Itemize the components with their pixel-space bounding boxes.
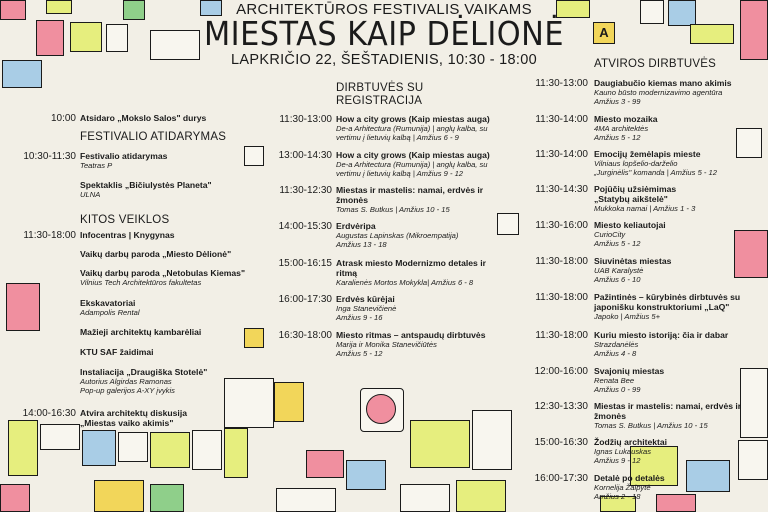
event-organizer: Vilnius Tech Architektūros fakultetas [80, 278, 202, 287]
event-title: Daugiabučio kiemas mano akimis [594, 78, 732, 88]
event-organizer: Amžius 5 - 12 [336, 349, 383, 358]
puzzle-piece [150, 432, 190, 468]
event-organizer: Teatras P [80, 161, 113, 170]
section-heading: KITOS VEIKLOS [80, 214, 170, 226]
puzzle-piece [94, 480, 144, 512]
puzzle-piece [82, 430, 116, 466]
event-organizer: Vilniaus lopšelio-darželio [594, 159, 678, 168]
event-organizer: Karalienės Mortos Mokykla| Amžius 6 - 8 [336, 278, 474, 287]
time-label: 10:30-11:30 [23, 151, 76, 162]
puzzle-piece [306, 450, 344, 478]
event-organizer: ULNA [80, 190, 101, 199]
event-organizer: Amžius 5 - 12 [594, 239, 641, 248]
event-title: Pojūčių užsiėmimas [594, 184, 677, 194]
time-label: 11:30-18:00 [535, 256, 588, 267]
event-title: Miesto keliautojai [594, 220, 666, 230]
event-title: Kuriu miesto istoriją: čia ir dabar [594, 330, 729, 340]
event-title: Atsidaro „Mokslo Salos" durys [80, 113, 207, 123]
time-label: 11:30-13:00 [279, 114, 332, 125]
event-title: Vaikų darbų paroda „Netobulas Kiemas" [80, 268, 246, 278]
time-label: 11:30-18:00 [535, 292, 588, 303]
event-organizer: UAB Karalystė [594, 266, 644, 275]
event-title: Pažintinės – kūrybinės dirbtuvės su [594, 292, 741, 302]
event-title: KTU SAF žaidimai [80, 347, 154, 357]
event-date: LAPKRIČIO 22, ŠEŠTADIENIS, 10:30 - 18:00 [231, 52, 537, 68]
puzzle-piece [736, 128, 762, 158]
event-organizer: Amžius 4 - 8 [594, 349, 637, 358]
event-organizer: Mukkoka namai | Amžius 1 - 3 [594, 204, 696, 213]
event-title: japonišku konstruktoriumi „LaQ" [594, 302, 730, 312]
time-label: 11:30-12:30 [279, 185, 332, 196]
event-organizer: Japoko | Amžius 5+ [594, 312, 661, 321]
event-organizer: Augustas Lapinskas (Mikroempatija) [336, 231, 459, 240]
event-title: Svajonių miestas [594, 366, 665, 376]
time-label: 11:30-13:00 [535, 78, 588, 89]
time-label: 11:30-18:00 [535, 330, 588, 341]
event-organizer: Amžius 2 - 18 [594, 492, 641, 501]
event-organizer: Adampolis Rental [80, 308, 140, 317]
event-title: Festivalio atidarymas [80, 151, 168, 161]
puzzle-piece [472, 410, 512, 470]
puzzle-piece [738, 440, 768, 480]
puzzle-piece [192, 430, 222, 470]
festival-subtitle: ARCHITEKTŪROS FESTIVALIS VAIKAMS [236, 1, 532, 18]
time-label: 12:00-16:00 [534, 366, 588, 377]
puzzle-piece [410, 420, 470, 468]
event-organizer: Amžius 0 - 99 [594, 385, 641, 394]
event-organizer: Tomas S. Butkus | Amžius 10 - 15 [336, 205, 450, 214]
event-title: How a city grows (Kaip miestas auga) [336, 150, 490, 160]
section-heading: ATVIROS DIRBTUVĖS [594, 58, 717, 70]
tree-map-tile [6, 283, 40, 331]
event-title: žmonės [336, 195, 368, 205]
time-label: 11:30-14:00 [535, 114, 588, 125]
event-organizer: Strazdanėlės [594, 340, 639, 349]
event-title: Spektaklis „Bičiulystės Planeta" [80, 180, 212, 190]
time-label: 11:30-14:00 [535, 149, 588, 160]
event-organizer: „Jurginėlis" komanda | Amžius 5 - 12 [594, 168, 717, 177]
event-title: Detalė po detalės [594, 473, 665, 483]
event-title: Miestas ir mastelis: namai, erdvės ir [336, 185, 484, 195]
puzzle-piece [497, 213, 519, 235]
time-label: 15:00-16:15 [278, 258, 332, 269]
event-organizer: Amžius 5 - 12 [594, 133, 641, 142]
event-organizer: Kauno būsto modernizavimo agentūra [594, 88, 723, 97]
puzzle-piece [224, 378, 274, 428]
puzzle-piece [346, 460, 386, 490]
page-title: MIESTAS KAIP DĖLIONĖ [204, 14, 564, 53]
event-organizer: Amžius 9 - 12 [594, 456, 641, 465]
event-organizer: Ignas Lukauskas [594, 447, 651, 456]
puzzle-piece [686, 460, 730, 492]
event-title: Erdvėripa [336, 221, 376, 231]
event-organizer: vertimu į lietuvių kalbą | Amžius 9 - 12 [336, 169, 464, 178]
puzzle-piece [400, 484, 450, 512]
event-title: Vaikų darbų paroda „Miesto Dėlionė" [80, 249, 232, 259]
puzzle-piece [276, 488, 336, 512]
section-heading: REGISTRACIJA [336, 95, 423, 107]
event-organizer: Amžius 6 - 10 [594, 275, 641, 284]
event-title: Atrask miesto Modernizmo detales ir [336, 258, 486, 268]
event-organizer: De-a Arhitectura (Rumunija) | anglų kalba, su [336, 160, 488, 169]
letter-tile: A [593, 22, 615, 44]
event-organizer: De-a Arhitectura (Rumunija) | anglų kalba, su [336, 124, 488, 133]
event-title: Ekskavatoriai [80, 298, 136, 308]
event-title: Siuvinėtas miestas [594, 256, 672, 266]
time-label: 10:00 [50, 113, 76, 124]
time-label: 16:30-18:00 [278, 330, 332, 341]
puzzle-piece [740, 368, 768, 438]
puzzle-piece [456, 480, 506, 512]
section-heading: FESTIVALIO ATIDARYMAS [80, 131, 227, 143]
event-title: „Miestas vaiko akimis" [80, 418, 174, 428]
time-label: 11:30-16:00 [535, 220, 588, 231]
event-title: Mažieji architektų kambarėliai [80, 327, 202, 337]
puzzle-piece [118, 432, 148, 462]
puzzle-piece [8, 420, 38, 476]
event-title: Miesto ritmas – antspaudų dirbtuvės [336, 330, 486, 340]
sailboat-circle [366, 394, 396, 424]
puzzle-piece [274, 382, 304, 422]
event-title: Žodžių architektai [594, 437, 668, 447]
event-organizer: Inga Stanevičienė [336, 304, 397, 313]
time-label: 13:00-14:30 [278, 150, 332, 161]
puzzle-piece [150, 484, 184, 512]
event-title: Emocijų žemėlapis mieste [594, 149, 701, 159]
section-heading: DIRBTUVĖS SU [336, 82, 424, 94]
event-organizer: Amžius 9 - 16 [336, 313, 383, 322]
puzzle-piece [656, 494, 696, 512]
event-organizer: Amžius 13 - 18 [336, 240, 387, 249]
event-organizer: Marija ir Monika Stanevičiūtės [336, 340, 437, 349]
puzzle-piece [224, 428, 248, 478]
event-title: Infocentras | Knygynas [80, 230, 175, 240]
time-label: 14:00-16:30 [22, 408, 76, 419]
event-title: Atvira architektų diskusija [80, 408, 187, 418]
time-label: 16:00-17:30 [534, 473, 588, 484]
event-title: žmonės [594, 411, 626, 421]
puzzle-piece [734, 230, 768, 278]
event-organizer: Tomas S. Butkus | Amžius 10 - 15 [594, 421, 708, 430]
time-label: 16:00-17:30 [278, 294, 332, 305]
event-title: Miestas ir mastelis: namai, erdvės ir [594, 401, 742, 411]
event-organizer: Renata Bee [594, 376, 635, 385]
event-organizer: CurioCity [594, 230, 626, 239]
event-title: „Statybų aikštelė" [594, 194, 668, 204]
event-title: ritmą [336, 268, 358, 278]
event-organizer: Autorius Algirdas Ramonas [80, 377, 172, 386]
event-title: How a city grows (Kaip miestas auga) [336, 114, 490, 124]
event-organizer: Pop-up galerijos A-XY įvykis [80, 386, 175, 395]
event-title: Erdvės kūrėjai [336, 294, 395, 304]
puzzle-piece [0, 484, 30, 512]
event-organizer: Kornelija Žalpytė [594, 483, 651, 492]
time-label: 15:00-16:30 [534, 437, 588, 448]
time-label: 11:30-14:30 [535, 184, 588, 195]
puzzle-piece [40, 424, 80, 450]
time-label: 11:30-18:00 [23, 230, 76, 241]
event-organizer: Amžius 3 - 99 [594, 97, 641, 106]
time-label: 12:30-13:30 [534, 401, 588, 412]
event-title: Miesto mozaika [594, 114, 658, 124]
time-label: 14:00-15:30 [278, 221, 332, 232]
event-organizer: 4MA architektės [594, 124, 649, 133]
event-organizer: vertimu į lietuvių kalbą | Amžius 6 - 9 [336, 133, 459, 142]
event-title: Instaliacija „Draugiška Stotelė" [80, 367, 208, 377]
